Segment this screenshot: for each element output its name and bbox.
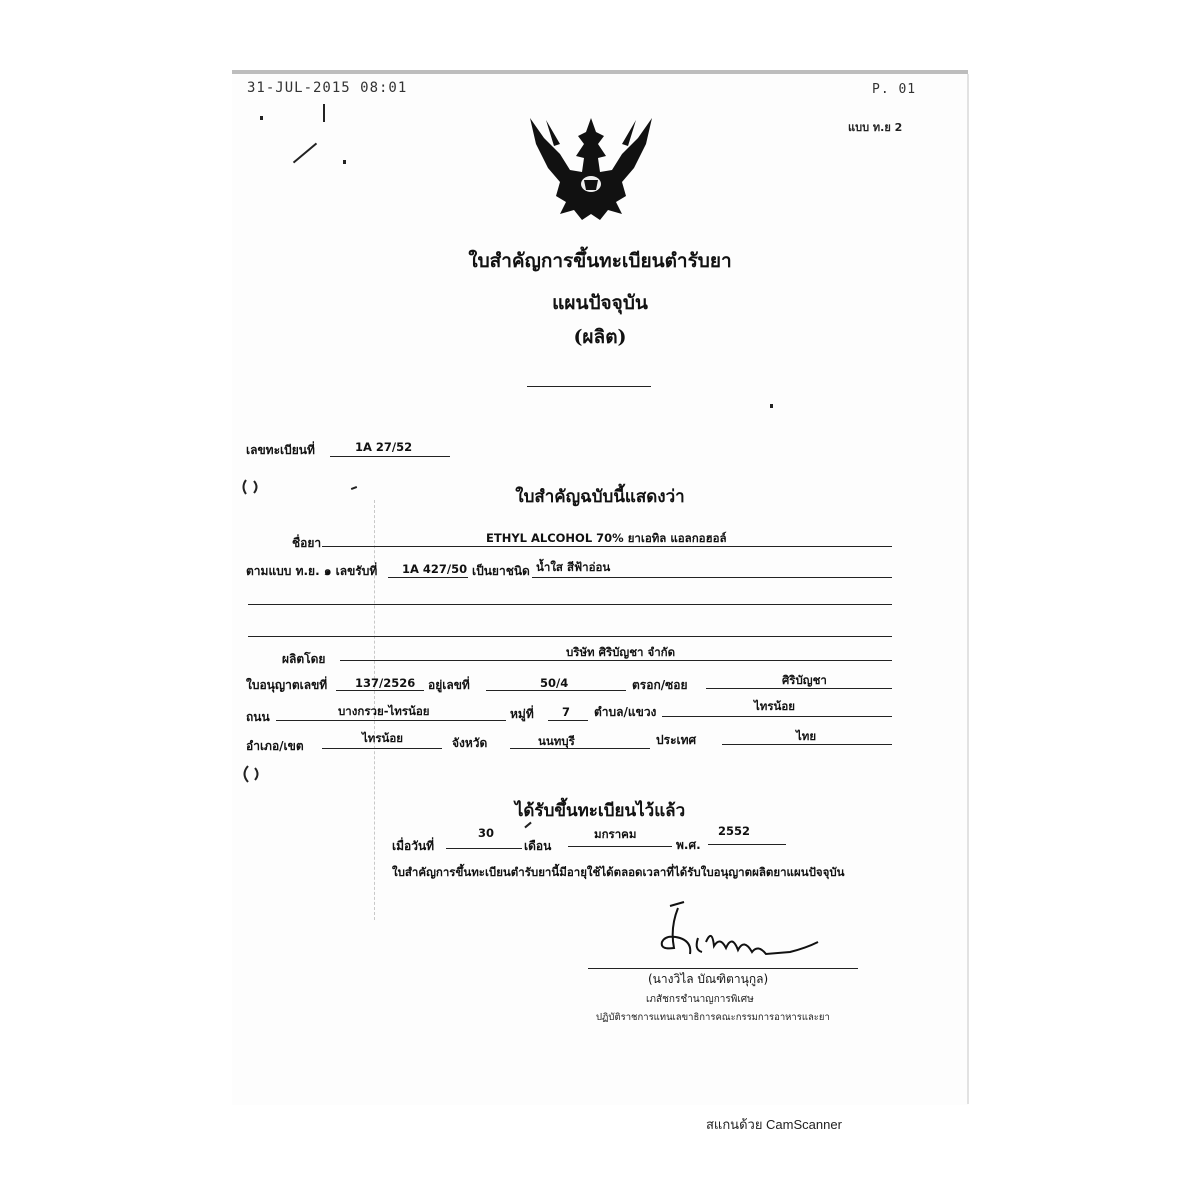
date-day: 30 (478, 826, 495, 840)
alley-label: ตรอก/ซอย (632, 678, 688, 692)
garuda-emblem-icon (526, 110, 656, 228)
scan-speck (770, 404, 773, 408)
address-number-underline (486, 690, 626, 691)
subdistrict-value: ไทรน้อย (754, 699, 796, 713)
maker-label: ผลิตโดย (282, 652, 326, 666)
scan-speck (260, 116, 263, 120)
scan-speck (343, 160, 346, 164)
title-divider (527, 386, 651, 387)
country-underline (722, 744, 892, 745)
district-label: อำเภอ/เขต (246, 739, 304, 753)
province-label: จังหวัด (452, 736, 488, 750)
drug-type-value: น้ำใส สีฟ้าอ่อน (536, 560, 611, 574)
blank-line (248, 604, 892, 605)
drug-type-underline (532, 577, 892, 578)
scan-speck (323, 104, 325, 122)
document-title: ใบสำคัญการขึ้นทะเบียนตำรับยา (468, 250, 732, 272)
date-month-underline (568, 846, 672, 847)
subdistrict-underline (662, 716, 892, 717)
district-underline (322, 748, 442, 749)
punch-hole-mark-icon (240, 478, 262, 496)
registered-heading: ได้รับขึ้นทะเบียนไว้แล้ว (514, 801, 686, 821)
address-number-value: 50/4 (540, 676, 569, 690)
document-title-line3: (ผลิต) (573, 326, 627, 348)
scan-top-edge (232, 70, 968, 74)
form-code: แบบ ท.ย 2 (848, 121, 903, 134)
date-label: เมื่อวันที่ (392, 839, 435, 853)
road-label: ถนน (246, 710, 270, 724)
license-value: 137/2526 (355, 676, 416, 690)
handwritten-signature-icon (640, 898, 830, 968)
province-underline (510, 748, 650, 749)
date-month: มกราคม (594, 827, 637, 841)
maker-underline (340, 660, 892, 661)
year-label: พ.ศ. (676, 838, 701, 852)
signatory-name: (นางวิไล บัณฑิตานุกูล) (648, 972, 769, 986)
scan-right-edge (967, 74, 969, 1104)
road-underline (276, 720, 506, 721)
registration-label: เลขทะเบียนที่ (246, 443, 315, 457)
district-value: ไทรน้อย (362, 731, 404, 745)
moo-label: หมู่ที่ (510, 707, 534, 721)
drug-name-underline (322, 546, 892, 547)
form-number-label: ตามแบบ ท.ย. ๑ เลขรับที่ (246, 564, 378, 578)
province-value: นนทบุรี (538, 734, 575, 748)
signature-line (588, 968, 858, 969)
blank-line (248, 636, 892, 637)
date-year-underline (708, 844, 786, 845)
country-label: ประเทศ (656, 733, 697, 747)
form-number-value: 1A 427/50 (402, 562, 468, 576)
signatory-position: เภสัชกรชำนาญการพิเศษ (646, 994, 754, 1005)
date-day-underline (446, 848, 522, 849)
page-number: P. 01 (872, 82, 917, 97)
signatory-authority: ปฏิบัติราชการแทนเลขาธิการคณะกรรมการอาหารและยา (596, 1012, 830, 1023)
address-number-label: อยู่เลขที่ (428, 678, 470, 692)
drug-name-label: ชื่อยา (292, 536, 322, 550)
scanner-watermark: สแกนด้วย CamScanner (706, 1117, 842, 1132)
validity-statement: ใบสำคัญการขึ้นทะเบียนตำรับยานี้มีอายุใช้ได้ตลอดเวลาที่ได้รับใบอนุญาตผลิตยาแผนปัจจุบัน (392, 865, 845, 879)
subdistrict-label: ตำบล/แขวง (594, 705, 657, 719)
punch-hole-mark-icon (240, 764, 264, 784)
maker-value: บริษัท ศิริบัญชา จำกัด (566, 645, 676, 659)
drug-name-value: ETHYL ALCOHOL 70% ยาเอทิล แอลกอฮอล์ (486, 531, 727, 545)
alley-value: ศิริบัญชา (782, 673, 827, 687)
registration-underline (330, 456, 450, 457)
alley-underline (706, 688, 892, 689)
registration-number: 1A 27/52 (355, 440, 413, 454)
date-year: 2552 (718, 824, 751, 838)
license-underline (336, 690, 424, 691)
form-number-underline (388, 577, 468, 578)
country-value: ไทย (796, 729, 817, 743)
month-label: เดือน (524, 839, 552, 853)
certificate-subtitle: ใบสำคัญฉบับนี้แสดงว่า (515, 487, 685, 507)
road-value: บางกรวย-ไทรน้อย (338, 704, 430, 718)
moo-underline (548, 720, 588, 721)
document-title-line2: แผนปัจจุบัน (552, 292, 648, 314)
fax-timestamp: 31-JUL-2015 08:01 (247, 80, 408, 96)
license-label: ใบอนุญาตเลขที่ (246, 678, 328, 692)
drug-type-label: เป็นยาชนิด (472, 564, 530, 578)
moo-value: 7 (562, 705, 571, 719)
